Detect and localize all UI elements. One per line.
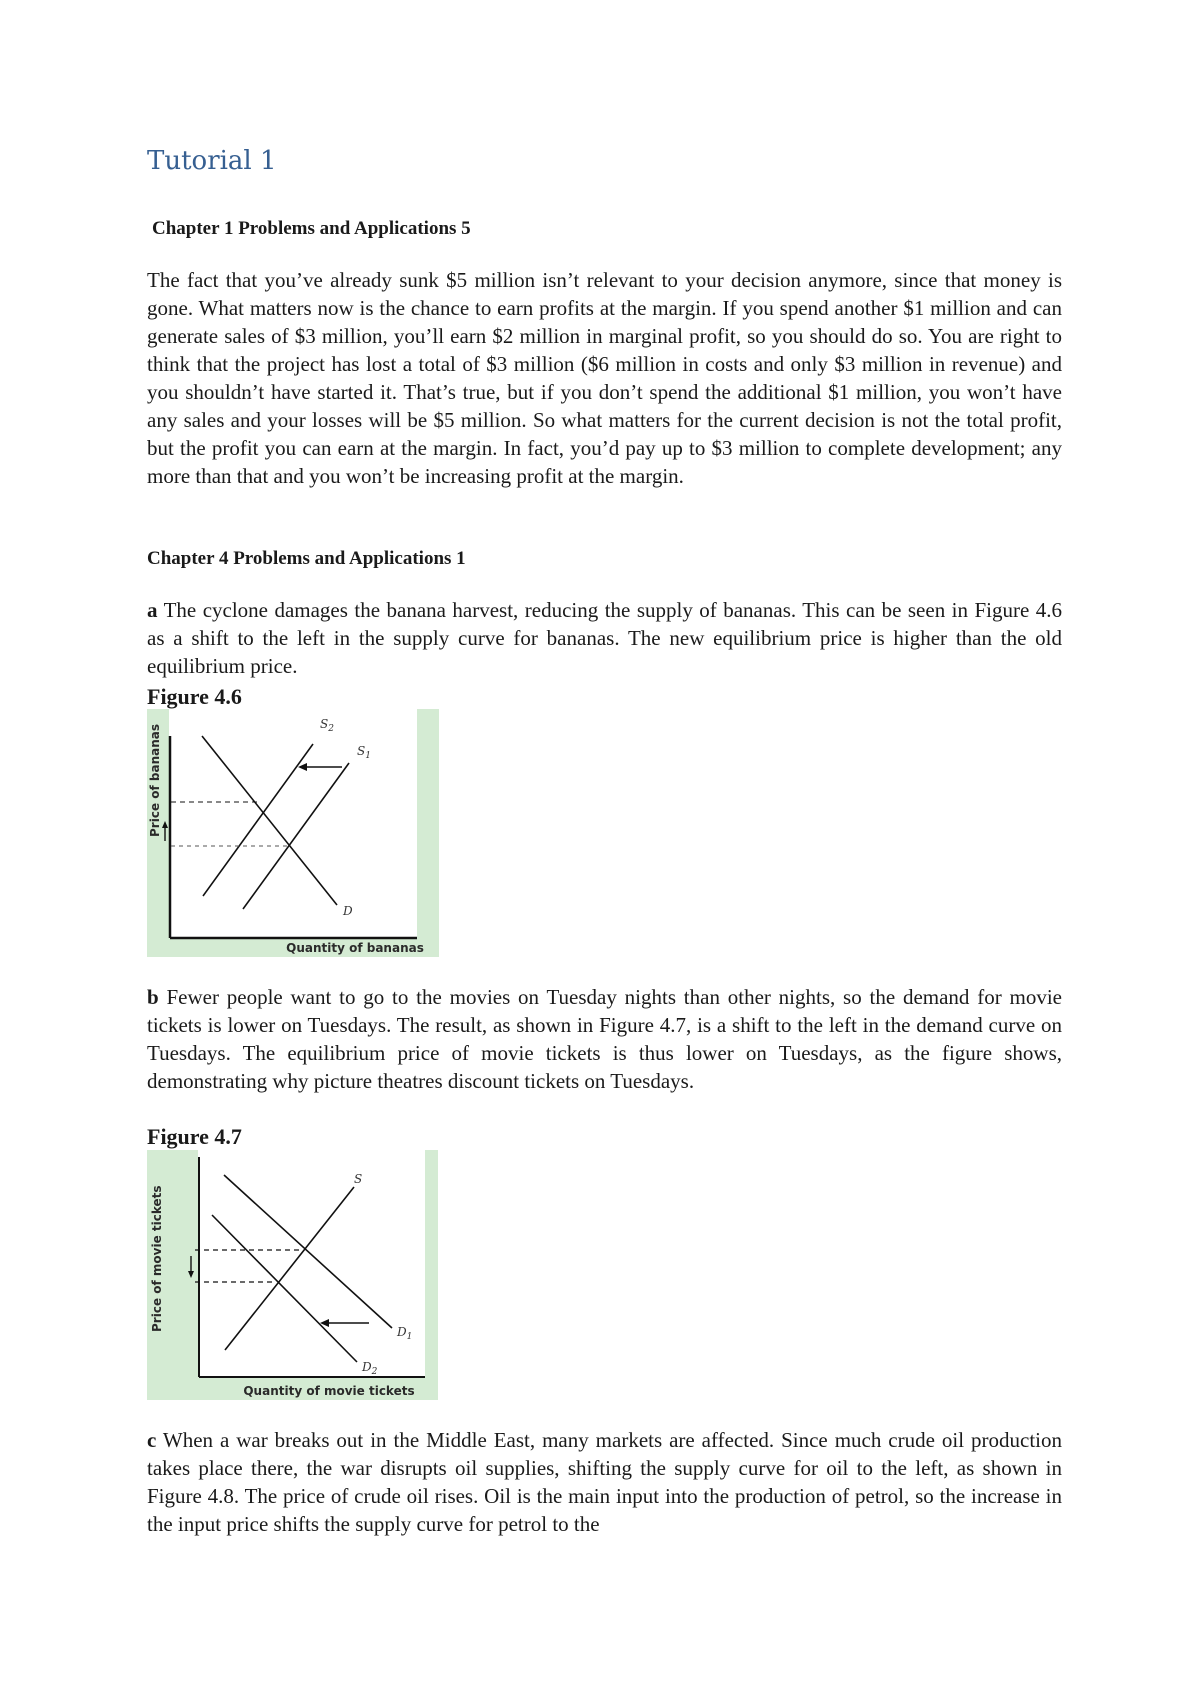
section-heading-chapter-1: Chapter 1 Problems and Applications 5	[152, 218, 471, 239]
supply-curve-s1	[243, 763, 349, 909]
demand-curve-d1	[224, 1175, 392, 1328]
paragraph-part-c	[147, 1426, 1062, 1538]
section-heading-chapter-4: Chapter 4 Problems and Applications 1	[147, 548, 466, 569]
curve-label-d1: $D_1$	[397, 1325, 413, 1342]
x-axis-label: Quantity of bananas	[286, 941, 424, 955]
part-c-text: When a war breaks out in the Middle East, many markets are affected. Since much crude oil production takes place there, the war disrupts oil supplies, shifting the supply curve for oil to the left, as shown in Figure 4.8. The price of crude oil rises. Oil is the main input into the production of petrol, so the increase in the input price shifts the supply curve for petrol to the	[147, 1428, 1062, 1536]
part-a-text: The cyclone damages the banana harvest, reducing the supply of bananas. This can be seen in Figure 4.6 as a shift to the left in the supply curve for bananas. The new equilibrium price is higher than the old equilibrium price.	[147, 598, 1062, 678]
part-letter-a: a	[147, 598, 158, 622]
x-axis-label: Quantity of movie tickets	[243, 1384, 415, 1398]
curve-label-s: S	[354, 1172, 363, 1186]
figure-4-6	[147, 709, 439, 957]
paragraph-chapter-1: The fact that you’ve already sunk $5 million isn’t relevant to your decision anymore, since that money is gone. What matters now is the chance to earn profits at the margin. If you spend another $1 million and can generate sales of $3 million, you’ll earn $2 million in marginal profit, so you should do so. You are right to think that the project has lost a total of $3 million ($6 million in costs and only $3 million in revenue) and you shouldn’t have started it. That’s true, but if you don’t spend the additional $1 million, you won’t have any sales and your losses will be $5 million. So what matters for the current decision is not the total profit, but the profit you can earn at the margin. In fact, you’d pay up to $3 million to complete development; any more than that and you won’t be increasing profit at the margin.	[147, 268, 1062, 488]
supply-curve-s2	[203, 744, 313, 896]
part-letter-c: c	[147, 1428, 157, 1452]
figure-4-7	[147, 1150, 438, 1400]
y-axis-label: Price of bananas	[148, 723, 162, 837]
figure-caption-4-7: Figure 4.7	[147, 1124, 242, 1149]
figure-caption-4-6: Figure 4.6	[147, 684, 242, 709]
curve-label-d: D	[343, 904, 353, 918]
paragraph-part-a	[147, 596, 1062, 680]
part-letter-b: b	[147, 985, 159, 1009]
y-axis-label: Price of movie tickets	[150, 1185, 164, 1332]
part-b-text: Fewer people want to go to the movies on Tuesday nights than other nights, so the demand for movie tickets is lower on Tuesdays. The result, as shown in Figure 4.7, is a shift to the left in the demand curve on Tuesdays. The equilibrium price of movie tickets is thus lower on Tuesdays, as the figure shows, demonstrating why picture theatres discount tickets on Tuesdays.	[147, 985, 1062, 1093]
curve-label-s1: $S_1$	[357, 744, 371, 761]
paragraph-part-b	[147, 983, 1062, 1095]
curve-label-s2: $S_2$	[320, 717, 334, 734]
price-down-arrowhead	[188, 1271, 194, 1278]
page-title: Tutorial 1	[147, 146, 277, 176]
demand-curve-d	[202, 736, 337, 905]
figure-4-6-graph	[147, 709, 439, 957]
supply-curve-s	[225, 1187, 354, 1350]
figure-4-7-graph	[147, 1150, 438, 1400]
curve-label-d2: $D_2$	[362, 1360, 378, 1377]
price-up-arrowhead	[162, 821, 168, 828]
